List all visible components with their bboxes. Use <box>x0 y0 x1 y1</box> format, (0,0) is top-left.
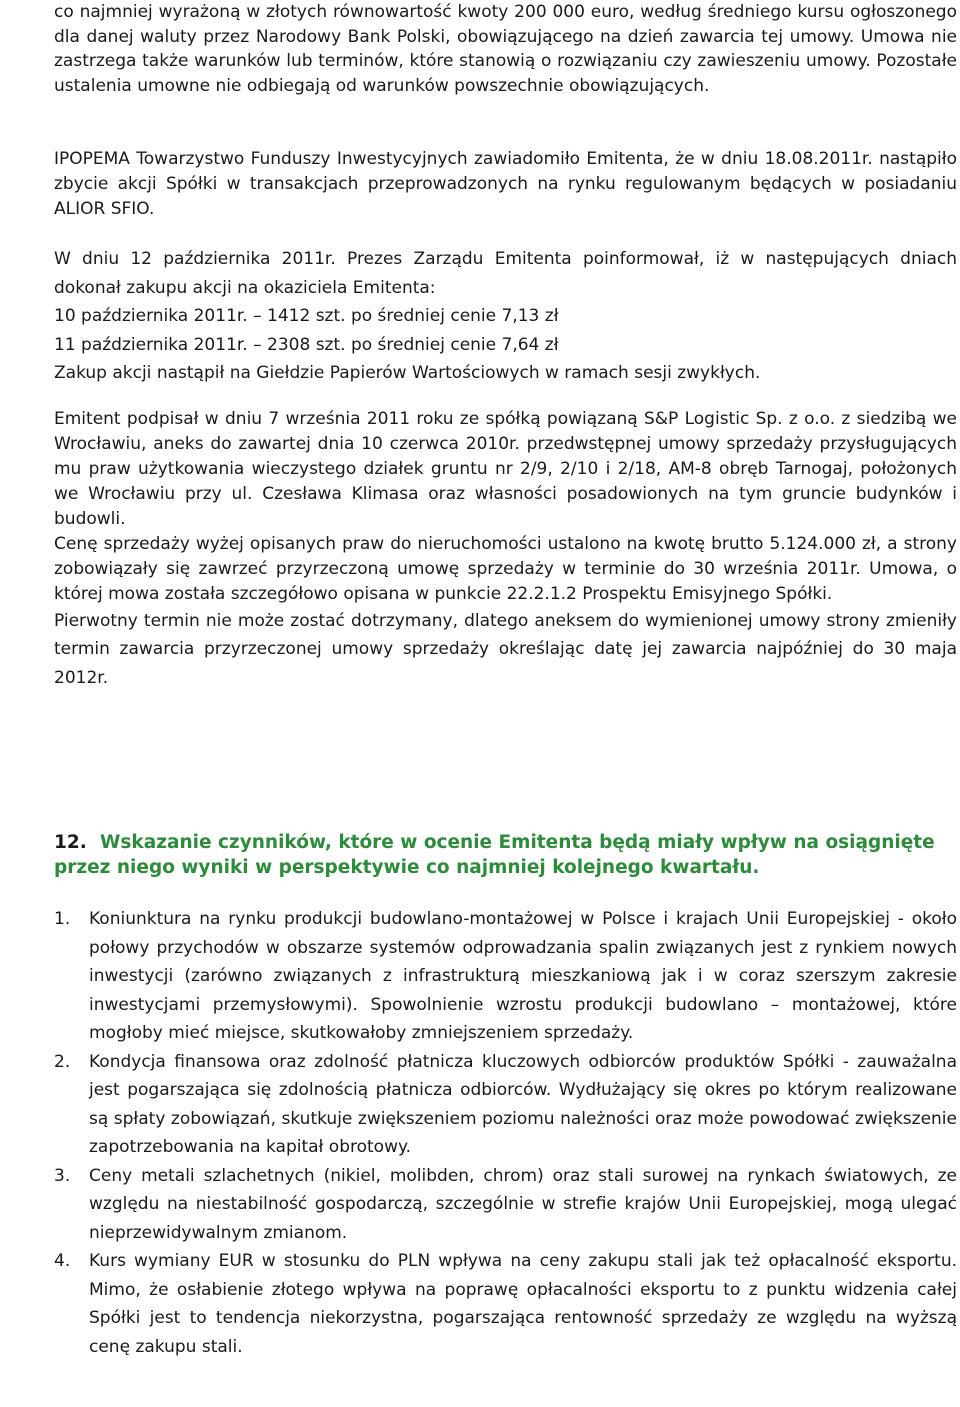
paragraph-annex-deadline: Pierwotny termin nie może zostać dotrzymany, dlatego aneksem do wymienionej umowy strony zmieniły termin zawarcia przyrzeczonej umowy sprzedaży określając datę jej zawarcia najpóźniej do 30 maja 2012r. <box>54 610 957 688</box>
annex-block <box>54 407 957 693</box>
section-title: Wskazanie czynników, które w ocenie Emitenta będą miały wpływ na osiągnięte przez niego wyniki w perspektywie co najmniej kolejnego kwartału. <box>54 832 935 878</box>
list-item-text: Kurs wymiany EUR w stosunku do PLN wpływa na ceny zakupu stali jak też opłacalność eksportu. Mimo, że osłabienie złotego wpływa na poprawę opłacalności eksportu to z punktu widzenia całej Spółki jest to tendencja niekorzystna, pogarszająca rentowność sprzedaży ze względu na wyższą cenę zakupu stali. <box>89 1251 957 1357</box>
list-item <box>54 1048 957 1162</box>
list-marker: 4. <box>54 1251 71 1271</box>
paragraph-ipopema-notice: IPOPEMA Towarzystwo Funduszy Inwestycyjnych zawiadomiło Emitenta, że w dniu 18.08.2011r. nastąpiło zbycie akcji Spółki w transakcjach przeprowadzonych na rynku regulowanym będących w posiadaniu ALIOR SFIO. <box>54 149 957 219</box>
purchase-line: 11 października 2011r. – 2308 szt. po średniej cenie 7,64 zł <box>54 334 559 355</box>
paragraph-annex-signed: Emitent podpisał w dniu 7 września 2011 roku ze spółką powiązaną S&P Logistic Sp. z o.o. z siedzibą we Wrocławiu, aneks do zawartej dnia 10 czerwca 2010r. przedwstępnej umowy sprzedaży przysługujących mu praw użytkowania wieczystego działek gruntu nr 2/9, 2/10 i 2/18, AM-8 obręb Tarnogaj, położonych we Wrocławiu przy ul. Czesława Klimasa oraz własności posadowionych na tym gruncie budynków i budowli. <box>54 408 957 529</box>
section-heading <box>54 830 957 880</box>
share-purchase-block <box>54 245 957 388</box>
list-item <box>54 1247 957 1361</box>
list-marker: 2. <box>54 1051 71 1072</box>
list-item <box>54 905 957 1048</box>
list-item-text: Koniunktura na rynku produkcji budowlano-montażowej w Polsce i krajach Unii Europejskiej - około połowy przychodów w obszarze systemów odprowadzania spalin związanych jest z rynkiem nowych inwestycji (zarówno związanych z infrastrukturą mieszkaniową jak i w coraz szerszym zakresie inwestycjami przemysłowymi). Spowolnienie wzrostu produkcji budowlano – montażowej, które mogłoby mieć miejsce, skutkowałoby zmniejszeniem sprzedaży. <box>89 909 957 1043</box>
purchase-note: Zakup akcji nastąpił na Giełdzie Papierów Wartościowych w ramach sesji zwykłych. <box>54 363 761 383</box>
list-marker: 1. <box>54 909 71 929</box>
list-item-text: Kondycja finansowa oraz zdolność płatnicza kluczowych odbiorców produktów Spółki - zauważalna jest pogarszająca się zdolnością płatnicza odbiorców. Wydłużający się okres po którym realizowane są spłaty zobowiązań, skutkuje zwiększeniem poziomu należności oraz może powodować zwiększenie zapotrzebowania na kapitał obrotowy. <box>89 1051 957 1157</box>
paragraph-contract-terms: co najmniej wyrażoną w złotych równowartość kwoty 200 000 euro, według średniego kursu ogłoszonego dla danej waluty przez Narodowy Bank Polski, obowiązującego na dzień zawarcia tej umowy. Umowa nie zastrzega także warunków lub terminów, które stanowią o rozwiązaniu czy zawieszeniu umowy. Pozostałe ustalenia umowne nie odbiegają od warunków powszechnie obowiązujących. <box>54 2 957 96</box>
list-item <box>54 1162 957 1248</box>
list-item-text: Ceny metali szlachetnych (nikiel, molibden, chrom) oraz stali surowej na rynkach światowych, ze względu na niestabilność gospodarczą, szczególnie w strefie krajów Unii Europejskiej, mogą ulegać nieprzewidywalnym zmianom. <box>89 1165 957 1243</box>
purchase-line: 10 października 2011r. – 1412 szt. po średniej cenie 7,13 zł <box>54 306 559 326</box>
section-number: 12. <box>54 832 87 853</box>
list-marker: 3. <box>54 1165 71 1186</box>
factors-list <box>54 905 957 1361</box>
paragraph-president-purchase: W dniu 12 października 2011r. Prezes Zarządu Emitenta poinformował, iż w następujących dniach dokonał zakupu akcji na okaziciela Emitenta: <box>54 249 957 298</box>
paragraph-annex-price: Cenę sprzedaży wyżej opisanych praw do nieruchomości ustalono na kwotę brutto 5.124.000 zł, a strony zobowiązały się zawrzeć przyrzeczoną umowę sprzedaży w terminie do 30 września 2011r. Umowa, o której mowa została szczegółowo opisana w punkcie 22.2.1.2 Prospektu Emisyjnego Spółki. <box>54 533 957 604</box>
document-page <box>54 0 957 1357</box>
